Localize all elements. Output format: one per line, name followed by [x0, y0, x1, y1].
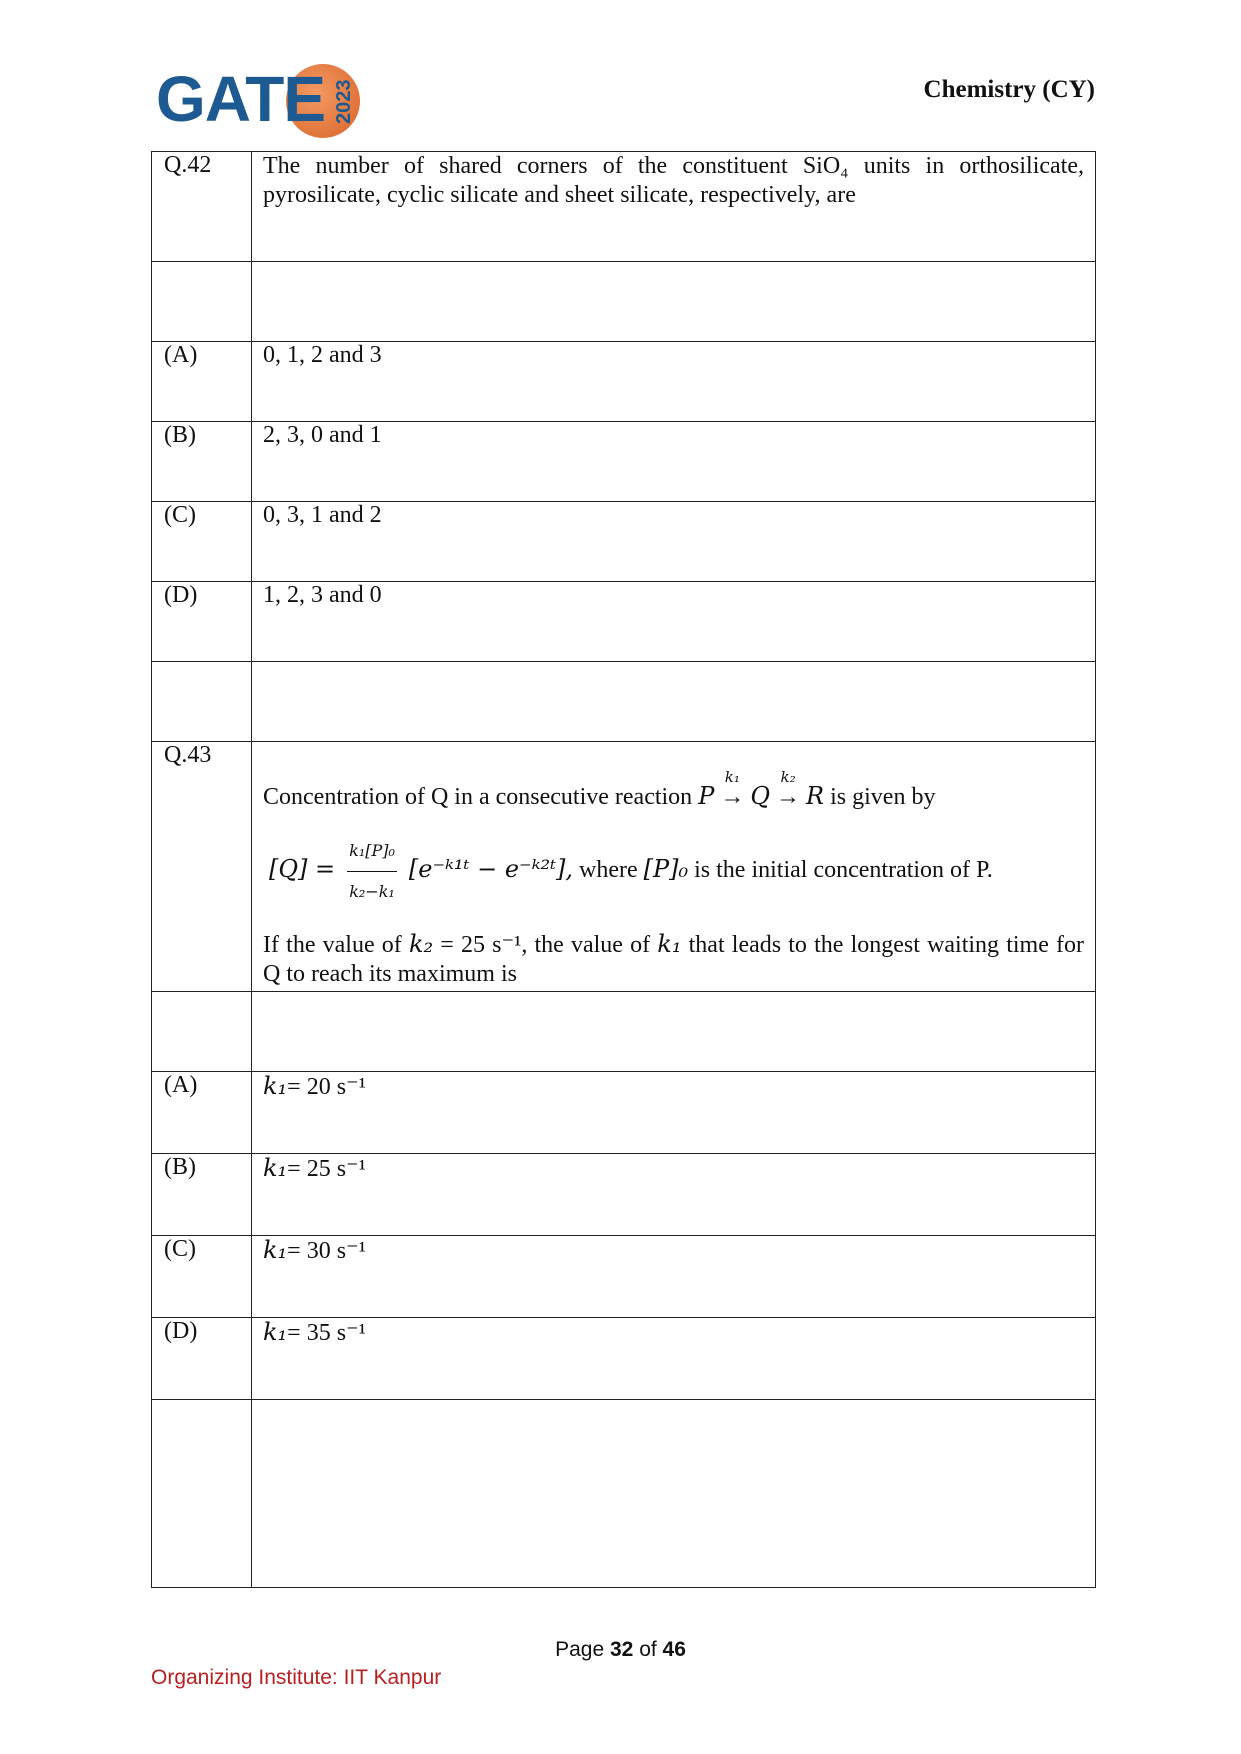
subject-title: Chemistry (CY) — [923, 76, 1095, 103]
option-var: k₁ — [263, 1236, 288, 1264]
reaction-R: R — [806, 782, 825, 810]
reaction-P: P — [698, 782, 715, 810]
reaction-line — [263, 768, 1084, 813]
option-label: (D) — [152, 1318, 252, 1400]
spacer-row — [152, 262, 1096, 342]
question-table — [151, 151, 1096, 1588]
equation-bracket: [e⁻ᵏ¹ᵗ − e⁻ᵏ²ᵗ], — [408, 855, 573, 884]
option-label: (B) — [152, 1154, 252, 1236]
logo-year: 2023 — [333, 79, 355, 125]
right-arrow-icon: → — [776, 784, 801, 810]
gate-logo — [152, 58, 362, 140]
option-label: (A) — [152, 342, 252, 422]
organizer-text: Organizing Institute: IIT Kanpur — [151, 1666, 442, 1689]
reaction-prefix: Concentration of Q in a consecutive reaction — [263, 784, 693, 810]
option-row — [152, 1072, 1096, 1154]
option-text: 2, 3, 0 and 1 — [252, 422, 1096, 502]
fraction-numerator: k₁[P]₀ — [347, 831, 397, 872]
spacer-row — [152, 662, 1096, 742]
equation-p0: [P]₀ — [643, 855, 689, 884]
spacer-row — [152, 1400, 1096, 1588]
question-number: Q.43 — [152, 742, 252, 992]
equation-lhs: [Q] = — [269, 855, 336, 884]
option-label: (C) — [152, 502, 252, 582]
arrow-k2-label: k₂ — [780, 768, 796, 786]
arrow-k2 — [776, 768, 801, 813]
right-arrow-icon: → — [720, 784, 745, 810]
option-row — [152, 342, 1096, 422]
option-label: (C) — [152, 1236, 252, 1318]
question-number: Q.42 — [152, 152, 252, 262]
option-text: = 20 s⁻¹ — [287, 1074, 366, 1100]
option-label: (D) — [152, 582, 252, 662]
option-label: (B) — [152, 422, 252, 502]
equation-where: where — [578, 857, 638, 884]
option-row — [152, 582, 1096, 662]
equation-tail: is the initial concentration of P. — [694, 857, 993, 884]
spacer-row — [152, 992, 1096, 1072]
option-text: 1, 2, 3 and 0 — [252, 582, 1096, 662]
option-row — [152, 422, 1096, 502]
option-text: = 25 s⁻¹ — [287, 1156, 366, 1182]
logo-text: GATE — [156, 63, 326, 135]
arrow-k1-label: k₁ — [724, 768, 740, 786]
option-row — [152, 502, 1096, 582]
equation-fraction — [347, 831, 397, 912]
option-text: = 35 s⁻¹ — [287, 1320, 366, 1346]
fraction-denominator: k₂−k₁ — [349, 882, 395, 901]
question-row-q42 — [152, 152, 1096, 262]
question-row-q43 — [152, 742, 1096, 992]
option-label: (A) — [152, 1072, 252, 1154]
option-row — [152, 1154, 1096, 1236]
option-text: = 30 s⁻¹ — [287, 1238, 366, 1264]
option-row — [152, 1236, 1096, 1318]
option-var: k₁ — [263, 1154, 288, 1182]
option-text: 0, 1, 2 and 3 — [252, 342, 1096, 422]
option-var: k₁ — [263, 1318, 288, 1346]
option-text: 0, 3, 1 and 2 — [252, 502, 1096, 582]
reaction-suffix: is given by — [830, 784, 936, 810]
arrow-k1 — [720, 768, 745, 813]
question-condition: If the value of k₂ = 25 s⁻¹, the value of k₁ that leads to the longest waiting time for Q to reach its maximum is — [263, 930, 1085, 987]
option-var: k₁ — [263, 1072, 288, 1100]
option-row — [152, 1318, 1096, 1400]
reaction-Q: Q — [750, 782, 771, 810]
equation-line — [263, 831, 1084, 912]
page-number: Page 32 of 46 — [555, 1638, 686, 1661]
question-text: The number of shared corners of the constituent SiO₄ units in orthosilicate, pyrosilicate, cyclic silicate and sheet silicate, respectively, are — [263, 153, 1084, 208]
